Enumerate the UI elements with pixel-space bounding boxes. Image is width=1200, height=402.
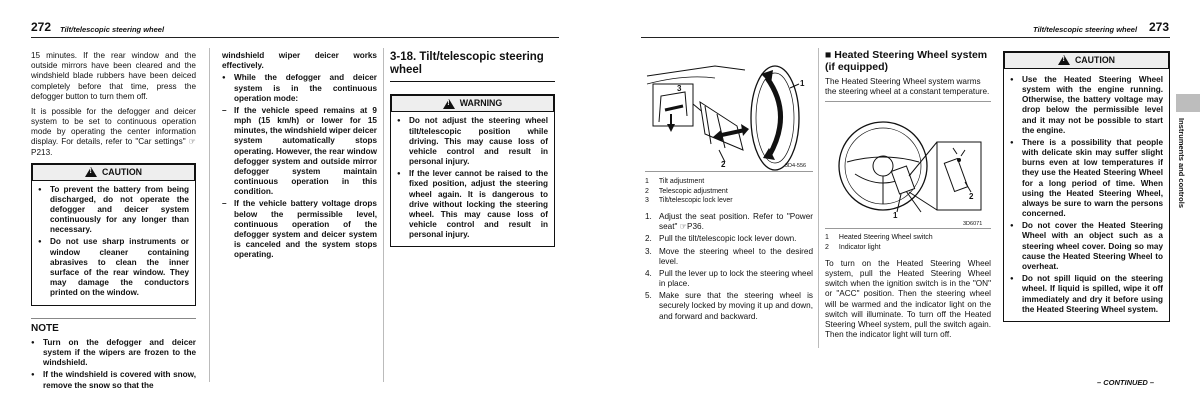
paragraph-continuous-mode: It is possible for the defogger and deicer system to be set to continuous operation mode by operating the center information display. For details, refer to "Car settings" ☞P213. [31,106,196,157]
right-running-title: Tilt/telescopic steering wheel [1033,25,1138,34]
side-tab-label: Instruments and controls [1177,118,1186,209]
right-column-1 [645,44,813,324]
warning-box [390,94,555,247]
caution-header [32,164,195,181]
tilt-figure [645,44,813,172]
left-column-3 [390,51,555,247]
column-divider [383,48,384,382]
heated-figure [825,101,991,229]
caution-item: ● Do not use sharp instruments or window cleaner containing abrasives to clean the inner surface of the rear window. They may damage the conductors printed on the window. [38,237,189,298]
callout-2: 2 [721,160,726,169]
caption-row: 1 Tilt adjustment [645,178,705,185]
caption-row: 2 Telescopic adjustment [645,187,728,195]
caution-title: CAUTION [101,166,143,177]
caption-row: 1 Heated Steering Wheel switch [825,234,933,242]
paragraph-defogger-timer: 15 minutes. If the rear window and the outside mirrors have been cleared and the windshield blade rubbers have been deiced completely before that time, press the defogger button to turn them off. [31,51,196,101]
warning-triangle-icon [443,99,455,109]
caution-item: ● Do not cover the Heated Steering Wheel with an object such as a steering wheel cover. Doing so may cause the Heated Steering Wheel to overheat. [1010,221,1163,272]
section-title-tilt: 3-18. Tilt/telescopic steering wheel [390,51,544,77]
caution-box-right [1003,51,1170,322]
adjust-steps [645,212,813,322]
caution-box-left [31,163,196,306]
warning-title: WARNING [459,98,503,109]
dash-item-speed: – If the vehicle speed remains at 9 mph (15 km/h) or lower for 15 minutes, the windshield wiper deicer system automatically stops operating. However, the rear window defogger system and outside mirror defogger system maintain continuous operation in this condition. [222,106,377,198]
warning-header [391,95,554,112]
section-title-heated: ■ Heated Steering Wheel system (if equipped) [825,49,988,74]
tilt-illustration [645,44,813,172]
left-header-rule [31,37,559,38]
caution-header [1004,52,1169,69]
heated-wheel-illustration [825,102,991,230]
caution-item: ● Use the Heated Steering Wheel system with the engine running. Otherwise, the battery voltage may drop below the permissible level and it may not be possible to start the engine. [1010,75,1163,136]
heated-body: To turn on the Heated Steering Wheel system, pull the Heated Steering Wheel switch when the ignition switch is in the "ON" or "ACC" position. Then the steering wheel will be warmed and the indicator light on the switch will illuminate. To turn off the Heated Steering Wheel system, pull the switch again. Then the indicator light will turn off. [825,258,991,340]
note-item: ● Turn on the defogger and deicer system if the wipers are frozen to the windshield. [31,338,196,369]
caution-title: CAUTION [1074,55,1116,65]
step-item: 3. Move the steering wheel to the desired level. [645,246,813,266]
warning-item: ● Do not adjust the steering wheel tilt/telescopic position while driving. This may cause loss of vehicle control and result in personal injury. [397,116,548,167]
figure-code: 3D4-556 [785,163,807,169]
heated-captions [825,234,991,252]
continued-marker: – CONTINUED – [1097,378,1155,387]
column-divider [818,48,819,348]
figure-code: 3D6071 [963,221,983,228]
right-page-number: 273 [1149,20,1170,34]
left-page-number: 272 [31,20,52,34]
callout-1: 1 [800,79,805,88]
step-item: 4. Pull the lever up to lock the steering wheel in place. [645,268,813,289]
warning-triangle-icon [85,167,97,177]
section-rule [390,81,555,82]
caption-row: 2 Indicator light [825,244,881,252]
dash-item-voltage: – If the vehicle battery voltage drops below the permissible level, continuous operation of the defogger system and deicer system is canceled and the system stops operating. [222,199,377,260]
tilt-captions [645,178,813,206]
callout-2: 2 [969,192,974,202]
column-divider [209,48,210,382]
left-column-2 [222,51,377,262]
caution-item: ● There is a possibility that people with delicate skin may suffer slight burns even at low temperatures if they use the Heated Steering Wheel for a long period of time. When using the Heated Steering Wheel, always be sure to warn the persons concerned. [1010,138,1163,219]
mode-bullet: ● While the defogger and deicer system is in the continuous operation mode: [222,73,377,104]
caption-row: 3 Tilt/telescopic lock lever [645,197,733,205]
callout-1: 1 [893,211,898,221]
right-column-3 [1003,51,1170,322]
left-running-title: Tilt/telescopic steering wheel [60,25,165,34]
warning-item: ● If the lever cannot be raised to the fixed position, adjust the steering wheel again. It is dangerous to drive without locking the steering wheel. This may cause loss of vehicle control and result in personal injury. [397,169,548,240]
side-tab-marker [1176,94,1200,112]
caution-item: ● Do not spill liquid on the steering wheel. If liquid is spilled, wipe it off immediately and dry it before using the Heated Steering Wheel system. [1010,274,1163,315]
caution-item: ● To prevent the battery from being discharged, do not operate the defogger and deicer system continuously for any longer than necessary. [38,185,189,236]
callout-3: 3 [677,84,682,93]
right-column-2 [825,49,991,345]
continued-text: windshield wiper deicer works effectively. [222,51,377,71]
note-section [31,318,196,391]
heated-intro: The Heated Steering Wheel system warms the steering wheel at a constant temperature. [825,77,990,97]
step-item: 1. Adjust the seat position. Refer to "Power seat" ☞P36. [645,212,813,232]
left-column-1 [31,51,196,393]
note-title: NOTE [31,322,59,334]
step-item: 5. Make sure that the steering wheel is securely locked by moving it up and down, and forward and backward. [645,291,813,321]
step-item: 2. Pull the tilt/telescopic lock lever down. [645,234,797,244]
right-header-rule [641,37,1170,38]
warning-triangle-icon [1058,55,1070,65]
note-item: ● If the windshield is covered with snow, remove the snow so that the [31,370,196,390]
